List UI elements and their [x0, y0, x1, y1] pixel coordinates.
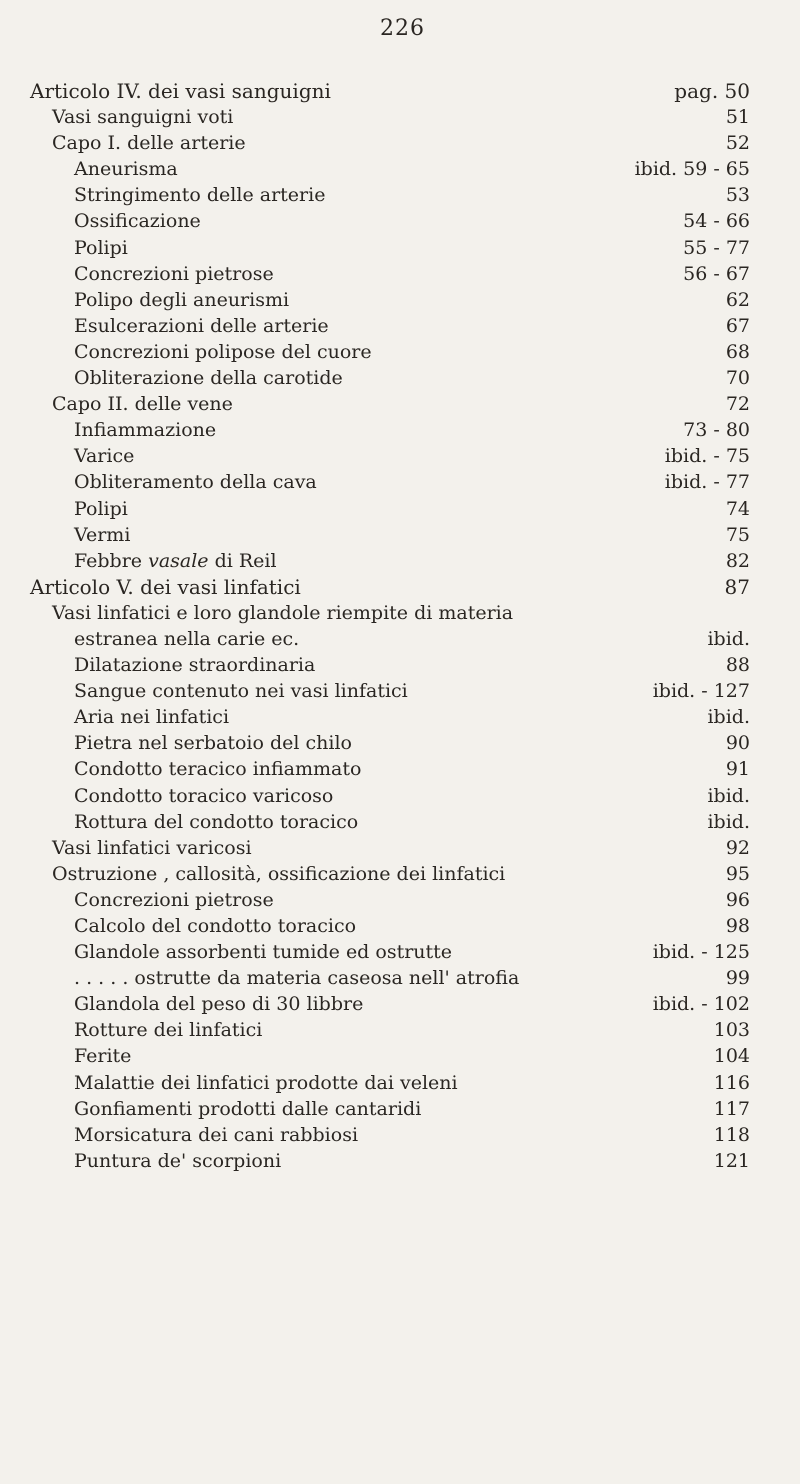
toc-entry-title: Gonfiamenti prodotti dalle cantaridi: [74, 1097, 422, 1120]
toc-entry-title: Vasi linfatici e loro glandole riempite di materia: [52, 601, 514, 624]
toc-entry-page-ref: ibid. - 75: [664, 445, 750, 468]
toc-entry: [30, 313, 750, 339]
toc-entry: [30, 704, 750, 730]
toc-entry: [30, 182, 750, 208]
toc-entry-page-ref: 104: [713, 1045, 750, 1068]
toc-entry-title: Capo II. delle vene: [52, 393, 233, 416]
toc-entry-title: Concrezioni pietrose: [74, 888, 274, 911]
toc-entry-title: Dilatazione straordinaria: [74, 654, 316, 677]
toc-entry-page-ref: 56 - 67: [683, 262, 750, 285]
toc-entry: [30, 965, 750, 991]
toc-entry-title: Aria nei linfatici: [74, 706, 230, 729]
toc-entry-page-ref: ibid.: [707, 706, 750, 729]
toc-entry-title: Ferite: [74, 1045, 132, 1068]
toc-entry: [30, 652, 750, 678]
toc-entry-title: Varice: [74, 445, 135, 468]
toc-entry-title-italic: vasale: [148, 549, 209, 572]
toc-entry: [30, 913, 750, 939]
toc-entry: [30, 469, 750, 495]
toc-entry-title: Condotto teracico infiammato: [74, 758, 362, 781]
toc-entry-page-ref: 74: [725, 497, 750, 520]
toc-entry: [30, 548, 750, 574]
toc-entry-page-ref: 117: [713, 1097, 750, 1120]
toc-entry-page-ref: 82: [725, 549, 750, 572]
toc-entry-page-ref: 52: [725, 132, 750, 155]
toc-entry: [30, 130, 750, 156]
toc-entry-title: Polipi: [74, 236, 128, 259]
toc-entry: [30, 156, 750, 182]
toc-entry-title: Malattie dei linfatici prodotte dai veleni: [74, 1071, 458, 1094]
toc-entry-page-ref: 91: [725, 758, 750, 781]
toc-article-heading: [30, 574, 750, 600]
toc-entry: [30, 730, 750, 756]
toc-entry: [30, 756, 750, 782]
toc-entry: [30, 522, 750, 548]
toc-entry-page-ref: 87: [724, 574, 750, 599]
toc-entry-title: Concrezioni polipose del cuore: [74, 340, 372, 363]
toc-entry-page-ref: 98: [725, 915, 750, 937]
toc-entry-title: Articolo IV. dei vasi sanguigni: [30, 79, 331, 103]
page-number: 226: [380, 16, 425, 41]
toc-entry: [30, 600, 750, 626]
toc-entry: [30, 678, 750, 704]
toc-entry-page-ref: ibid. - 125: [652, 941, 750, 964]
toc-entry: [30, 391, 750, 417]
toc-entry-page-ref: 55 - 77: [683, 236, 750, 259]
toc-entry-page-ref: 99: [725, 967, 750, 990]
toc-entry: [30, 1096, 750, 1122]
toc-entry: [30, 104, 750, 130]
toc-entry-page-ref: ibid. 59 - 65: [634, 158, 750, 181]
toc-entry-title-part: di Reil: [208, 549, 277, 572]
toc-entry-page-ref: pag. 50: [674, 79, 750, 103]
toc-entry-page-ref: 54 - 66: [683, 210, 750, 233]
table-of-contents: [30, 78, 750, 1174]
toc-entry: [30, 287, 750, 313]
toc-entry-title: Pietra nel serbatoio del chilo: [74, 732, 352, 755]
toc-entry: [30, 261, 750, 287]
toc-entry-page-ref: 68: [725, 340, 750, 363]
toc-entry: [30, 939, 750, 965]
toc-entry-title: Stringimento delle arterie: [74, 184, 326, 207]
toc-entry: [30, 417, 750, 443]
toc-entry-title: Calcolo del condotto toracico: [74, 915, 357, 937]
toc-entry-page-ref: 88: [725, 654, 750, 677]
toc-entry-title: Vermi: [74, 523, 131, 546]
toc-entry: [30, 991, 750, 1017]
toc-article-heading: [30, 78, 750, 104]
toc-entry-title: Ostruzione , callosità, ossificazione dei linfatici: [52, 862, 506, 885]
toc-entry: [30, 339, 750, 365]
toc-entry-title: Morsicatura dei cani rabbiosi: [74, 1123, 359, 1146]
toc-entry-title: Rotture dei linfatici: [74, 1019, 263, 1042]
toc-entry-page-ref: 103: [713, 1019, 750, 1042]
toc-entry-title: Polipo degli aneurismi: [74, 288, 290, 311]
toc-entry-title: [74, 548, 277, 574]
toc-entry: [30, 496, 750, 522]
toc-entry-page-ref: ibid.: [707, 784, 750, 807]
toc-entry: [30, 1043, 750, 1069]
toc-entry-title: . . . . . ostrutte da materia caseosa nell' atrofia: [74, 967, 520, 990]
toc-entry-page-ref: 51: [725, 106, 750, 129]
toc-entry-title: Concrezioni pietrose: [74, 262, 274, 285]
toc-entry-page-ref: ibid.: [707, 627, 750, 650]
toc-entry-page-ref: 92: [725, 836, 750, 859]
toc-entry-title-part: Febbre: [74, 549, 149, 572]
toc-entry-page-ref: 90: [725, 732, 750, 755]
toc-entry-title: Puntura de' scorpioni: [74, 1149, 282, 1172]
toc-entry-title: Obliterazione della carotide: [74, 367, 343, 390]
toc-entry-page-ref: 96: [725, 888, 750, 911]
toc-entry-title: Glandola del peso di 30 libbre: [74, 993, 364, 1016]
toc-entry-page-ref: 118: [713, 1123, 750, 1146]
toc-entry: [30, 861, 750, 887]
toc-entry-title: Articolo V. dei vasi linfatici: [30, 574, 301, 599]
toc-entry-title: Polipi: [74, 497, 128, 520]
toc-entry-page-ref: 73 - 80: [683, 419, 750, 442]
toc-entry-title: Condotto toracico varicoso: [74, 784, 334, 807]
toc-entry-title: Aneurisma: [74, 158, 178, 181]
toc-entry: [30, 208, 750, 234]
toc-entry-page-ref: ibid. - 102: [652, 993, 750, 1016]
toc-entry: [30, 1070, 750, 1096]
toc-entry-title: estranea nella carie ec.: [74, 627, 300, 650]
toc-entry: [30, 626, 750, 652]
toc-entry-title: Obliteramento della cava: [74, 471, 317, 494]
toc-entry-title: Esulcerazioni delle arterie: [74, 314, 329, 337]
toc-entry-title: Vasi sanguigni voti: [52, 106, 234, 129]
toc-entry: [30, 235, 750, 261]
toc-entry: [30, 365, 750, 391]
toc-entry-page-ref: 121: [713, 1149, 750, 1172]
toc-entry: [30, 887, 750, 913]
toc-entry-page-ref: ibid. - 127: [652, 680, 750, 703]
toc-entry-title: Ossificazione: [74, 210, 201, 233]
toc-entry-page-ref: 72: [725, 393, 750, 416]
toc-entry: [30, 835, 750, 861]
toc-entry-title: Infiammazione: [74, 419, 217, 442]
toc-entry-page-ref: ibid.: [707, 810, 750, 833]
toc-entry: [30, 443, 750, 469]
toc-entry-title: Capo I. delle arterie: [52, 132, 246, 155]
toc-entry-page-ref: 75: [725, 523, 750, 546]
toc-entry-page-ref: ibid. - 77: [664, 471, 750, 494]
toc-entry: [30, 1148, 750, 1174]
toc-entry-title: Rottura del condotto toracico: [74, 810, 359, 833]
toc-entry-page-ref: 70: [725, 367, 750, 390]
toc-entry-title: Glandole assorbenti tumide ed ostrutte: [74, 941, 453, 964]
toc-entry-page-ref: 95: [725, 862, 750, 885]
toc-entry: [30, 1017, 750, 1043]
toc-entry: [30, 1122, 750, 1148]
toc-entry-page-ref: 67: [725, 314, 750, 337]
toc-entry-title: Vasi linfatici varicosi: [52, 836, 252, 859]
toc-entry-title: Sangue contenuto nei vasi linfatici: [74, 680, 408, 703]
toc-entry: [30, 783, 750, 809]
toc-entry-page-ref: 116: [713, 1071, 750, 1094]
toc-entry-page-ref: 53: [725, 184, 750, 207]
toc-entry-page-ref: 62: [725, 288, 750, 311]
toc-entry: [30, 809, 750, 835]
